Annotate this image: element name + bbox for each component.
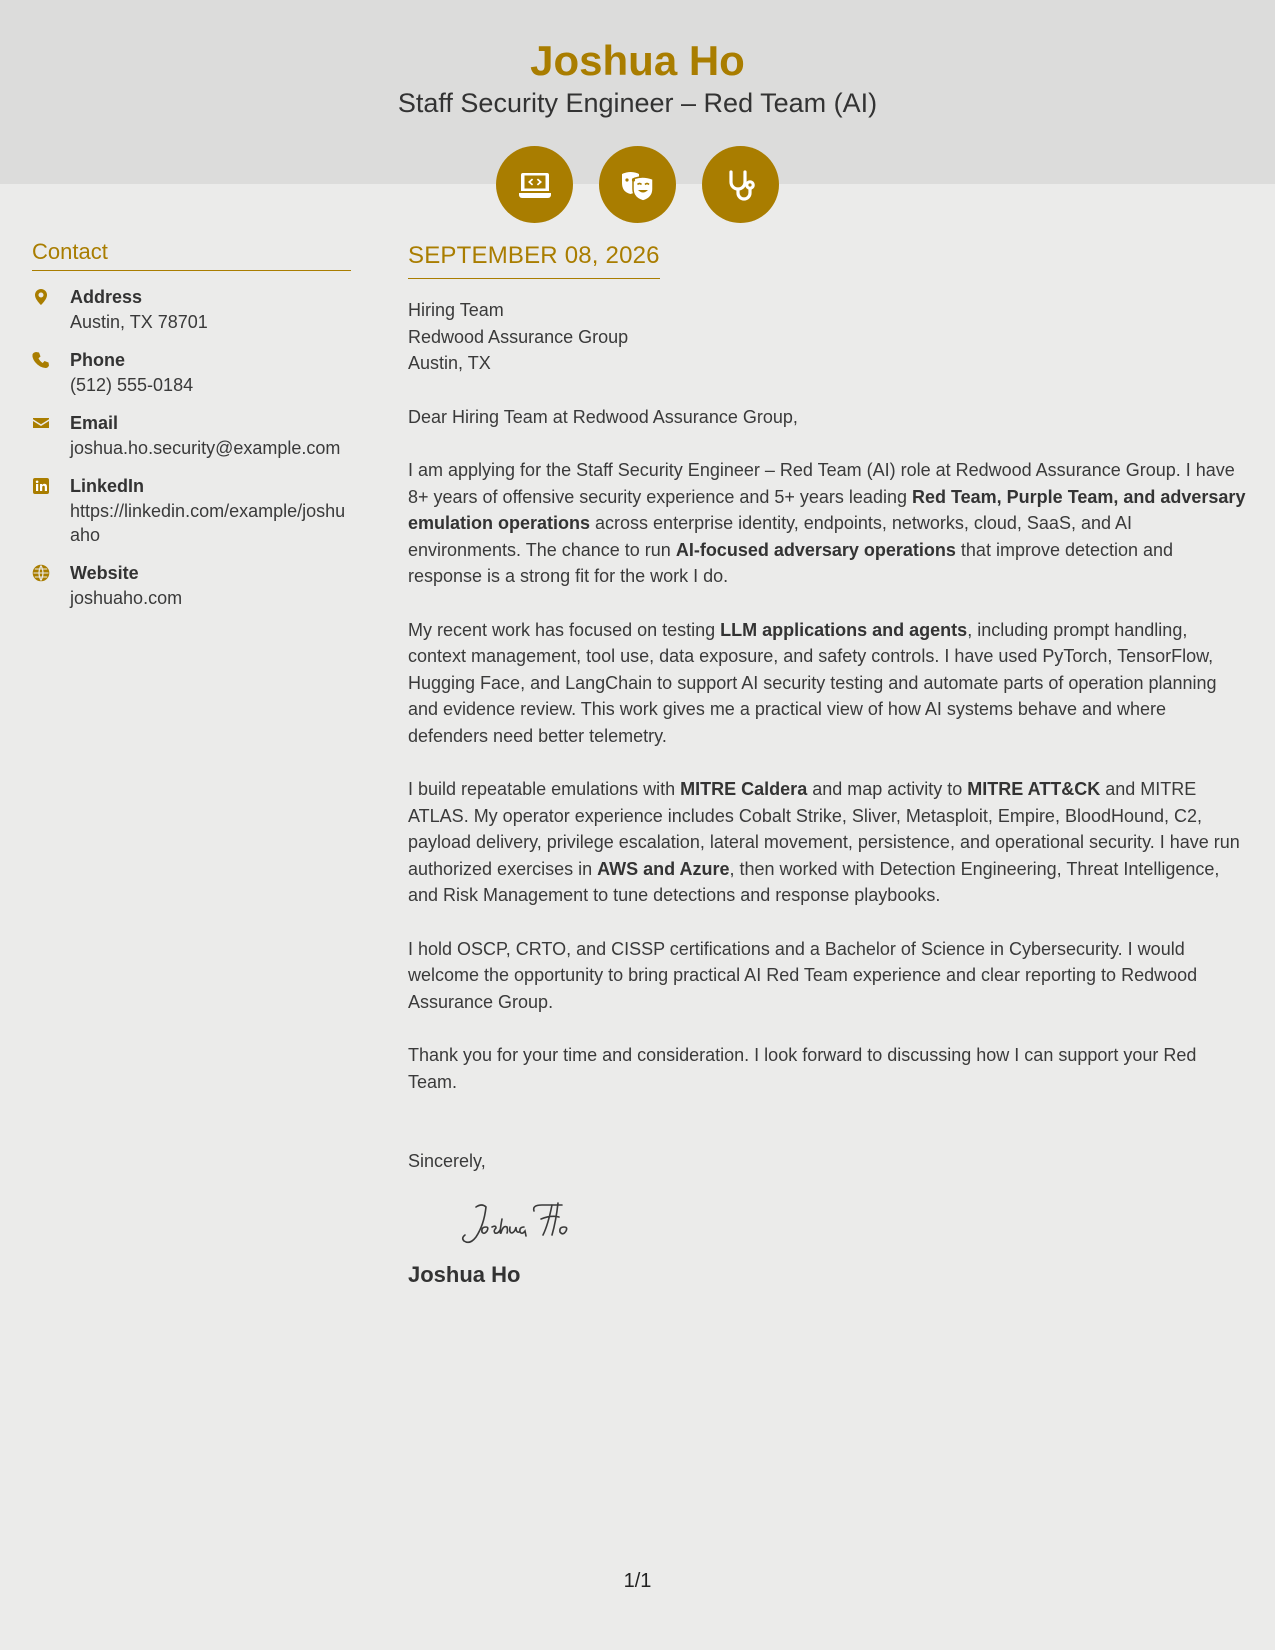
paragraph-text: My recent work has focused on testing	[408, 619, 721, 640]
email-value[interactable]: joshua.ho.security@example.com	[70, 438, 341, 458]
letter-body	[408, 457, 1246, 1095]
stethoscope-icon	[702, 146, 779, 223]
recipient-line: Hiring Team	[408, 300, 504, 320]
letter-paragraph	[408, 776, 1246, 909]
phone-value: (512) 555-0184	[70, 375, 194, 395]
paragraph-text: I hold OSCP, CRTO, and CISSP certifications and a Bachelor of Science in Cybersecurity. I would welcome the opportunity to bring practical AI Red Team experience and clear reporting to Redwood Assurance Group.	[408, 938, 1198, 1012]
linkedin-value[interactable]: https://linkedin.com/example/joshuaho	[70, 501, 346, 545]
website-value[interactable]: joshuaho.com	[70, 588, 183, 608]
paragraph-text: I am applying for the Staff Security Engineer – Red Team (AI) role at Redwood Assurance Group. I have 8+ years of offensive security experience and 5+ years leading	[408, 460, 1235, 507]
contact-item-address	[32, 285, 351, 334]
signed-name: Joshua Ho	[408, 1261, 521, 1287]
letter-paragraph	[408, 457, 1246, 590]
cover-letter	[408, 240, 1246, 1289]
closing: Sincerely,	[408, 1151, 486, 1171]
emphasis-text: Red Team, Purple Team, and adversary emulation operations	[408, 486, 1246, 533]
salutation: Dear Hiring Team at Redwood Assurance Group,	[408, 406, 798, 427]
recipient-block	[408, 297, 1246, 377]
letter-paragraph	[408, 617, 1246, 750]
page-number: 1/1	[623, 1570, 652, 1592]
job-title: Staff Security Engineer – Red Team (AI)	[397, 88, 878, 118]
paragraph-text: Thank you for your time and consideration. I look forward to discussing how I can support your Red Team.	[408, 1045, 1197, 1092]
contact-sidebar	[32, 238, 351, 610]
emphasis-text: AI-focused adversary operations	[675, 539, 956, 560]
emphasis-text: MITRE ATT&CK	[967, 779, 1101, 799]
recipient-line: Redwood Assurance Group	[408, 326, 629, 347]
candidate-name: Joshua Ho	[530, 37, 745, 84]
linkedin-label: LinkedIn	[70, 476, 145, 496]
theater-masks-icon	[599, 146, 676, 223]
letter-date: SEPTEMBER 08, 2026	[408, 242, 660, 269]
paragraph-text: I build repeatable emulations with	[408, 779, 681, 799]
paragraph-text: that improve detection and response is a strong fit for the work I do.	[408, 539, 1174, 586]
letter-paragraph	[408, 936, 1246, 1016]
handwritten-signature	[448, 1199, 1246, 1249]
paragraph-text: , then worked with Detection Engineering, Threat Intelligence, and Risk Management to tune detections and response playbooks.	[408, 858, 1220, 905]
paragraph-text: and map activity to	[807, 779, 968, 799]
contact-item-email	[32, 411, 351, 460]
emphasis-text: MITRE Caldera	[680, 779, 808, 799]
linkedin-icon	[32, 474, 70, 547]
contact-heading: Contact	[32, 238, 351, 271]
envelope-icon	[32, 411, 70, 460]
globe-icon	[32, 561, 70, 610]
emphasis-text: AWS and Azure	[597, 858, 730, 879]
emphasis-text: LLM applications and agents	[720, 619, 968, 640]
paragraph-text: , including prompt handling, context management, tool use, data exposure, and safety controls. I have used PyTorch, TensorFlow, Hugging Face, and LangChain to support AI security testing and automate parts of operation planning and evidence review. This work gives me a practical view of how AI systems behave and where defenders need better telemetry.	[408, 619, 1217, 746]
paragraph-text: across enterprise identity, endpoints, networks, cloud, SaaS, and AI environments. The chance to run	[408, 513, 1132, 560]
address-value: Austin, TX 78701	[70, 312, 208, 332]
website-label: Website	[70, 563, 139, 583]
date-block	[408, 240, 660, 279]
map-marker-icon	[32, 285, 70, 334]
header-icons	[496, 146, 779, 223]
phone-label: Phone	[70, 350, 126, 370]
email-label: Email	[70, 413, 119, 433]
phone-icon	[32, 348, 70, 397]
recipient-line: Austin, TX	[408, 353, 491, 373]
address-label: Address	[70, 287, 143, 307]
laptop-code-icon	[496, 146, 573, 223]
letter-paragraph	[408, 1042, 1246, 1095]
paragraph-text: and MITRE ATLAS. My operator experience includes Cobalt Strike, Sliver, Metasploit, Empire, BloodHound, C2, payload delivery, privilege escalation, lateral movement, persistence, and operational security. I have run authorized exercises in	[408, 779, 1240, 879]
contact-item-website	[32, 561, 351, 610]
contact-item-phone	[32, 348, 351, 397]
contact-item-linkedin	[32, 474, 351, 547]
